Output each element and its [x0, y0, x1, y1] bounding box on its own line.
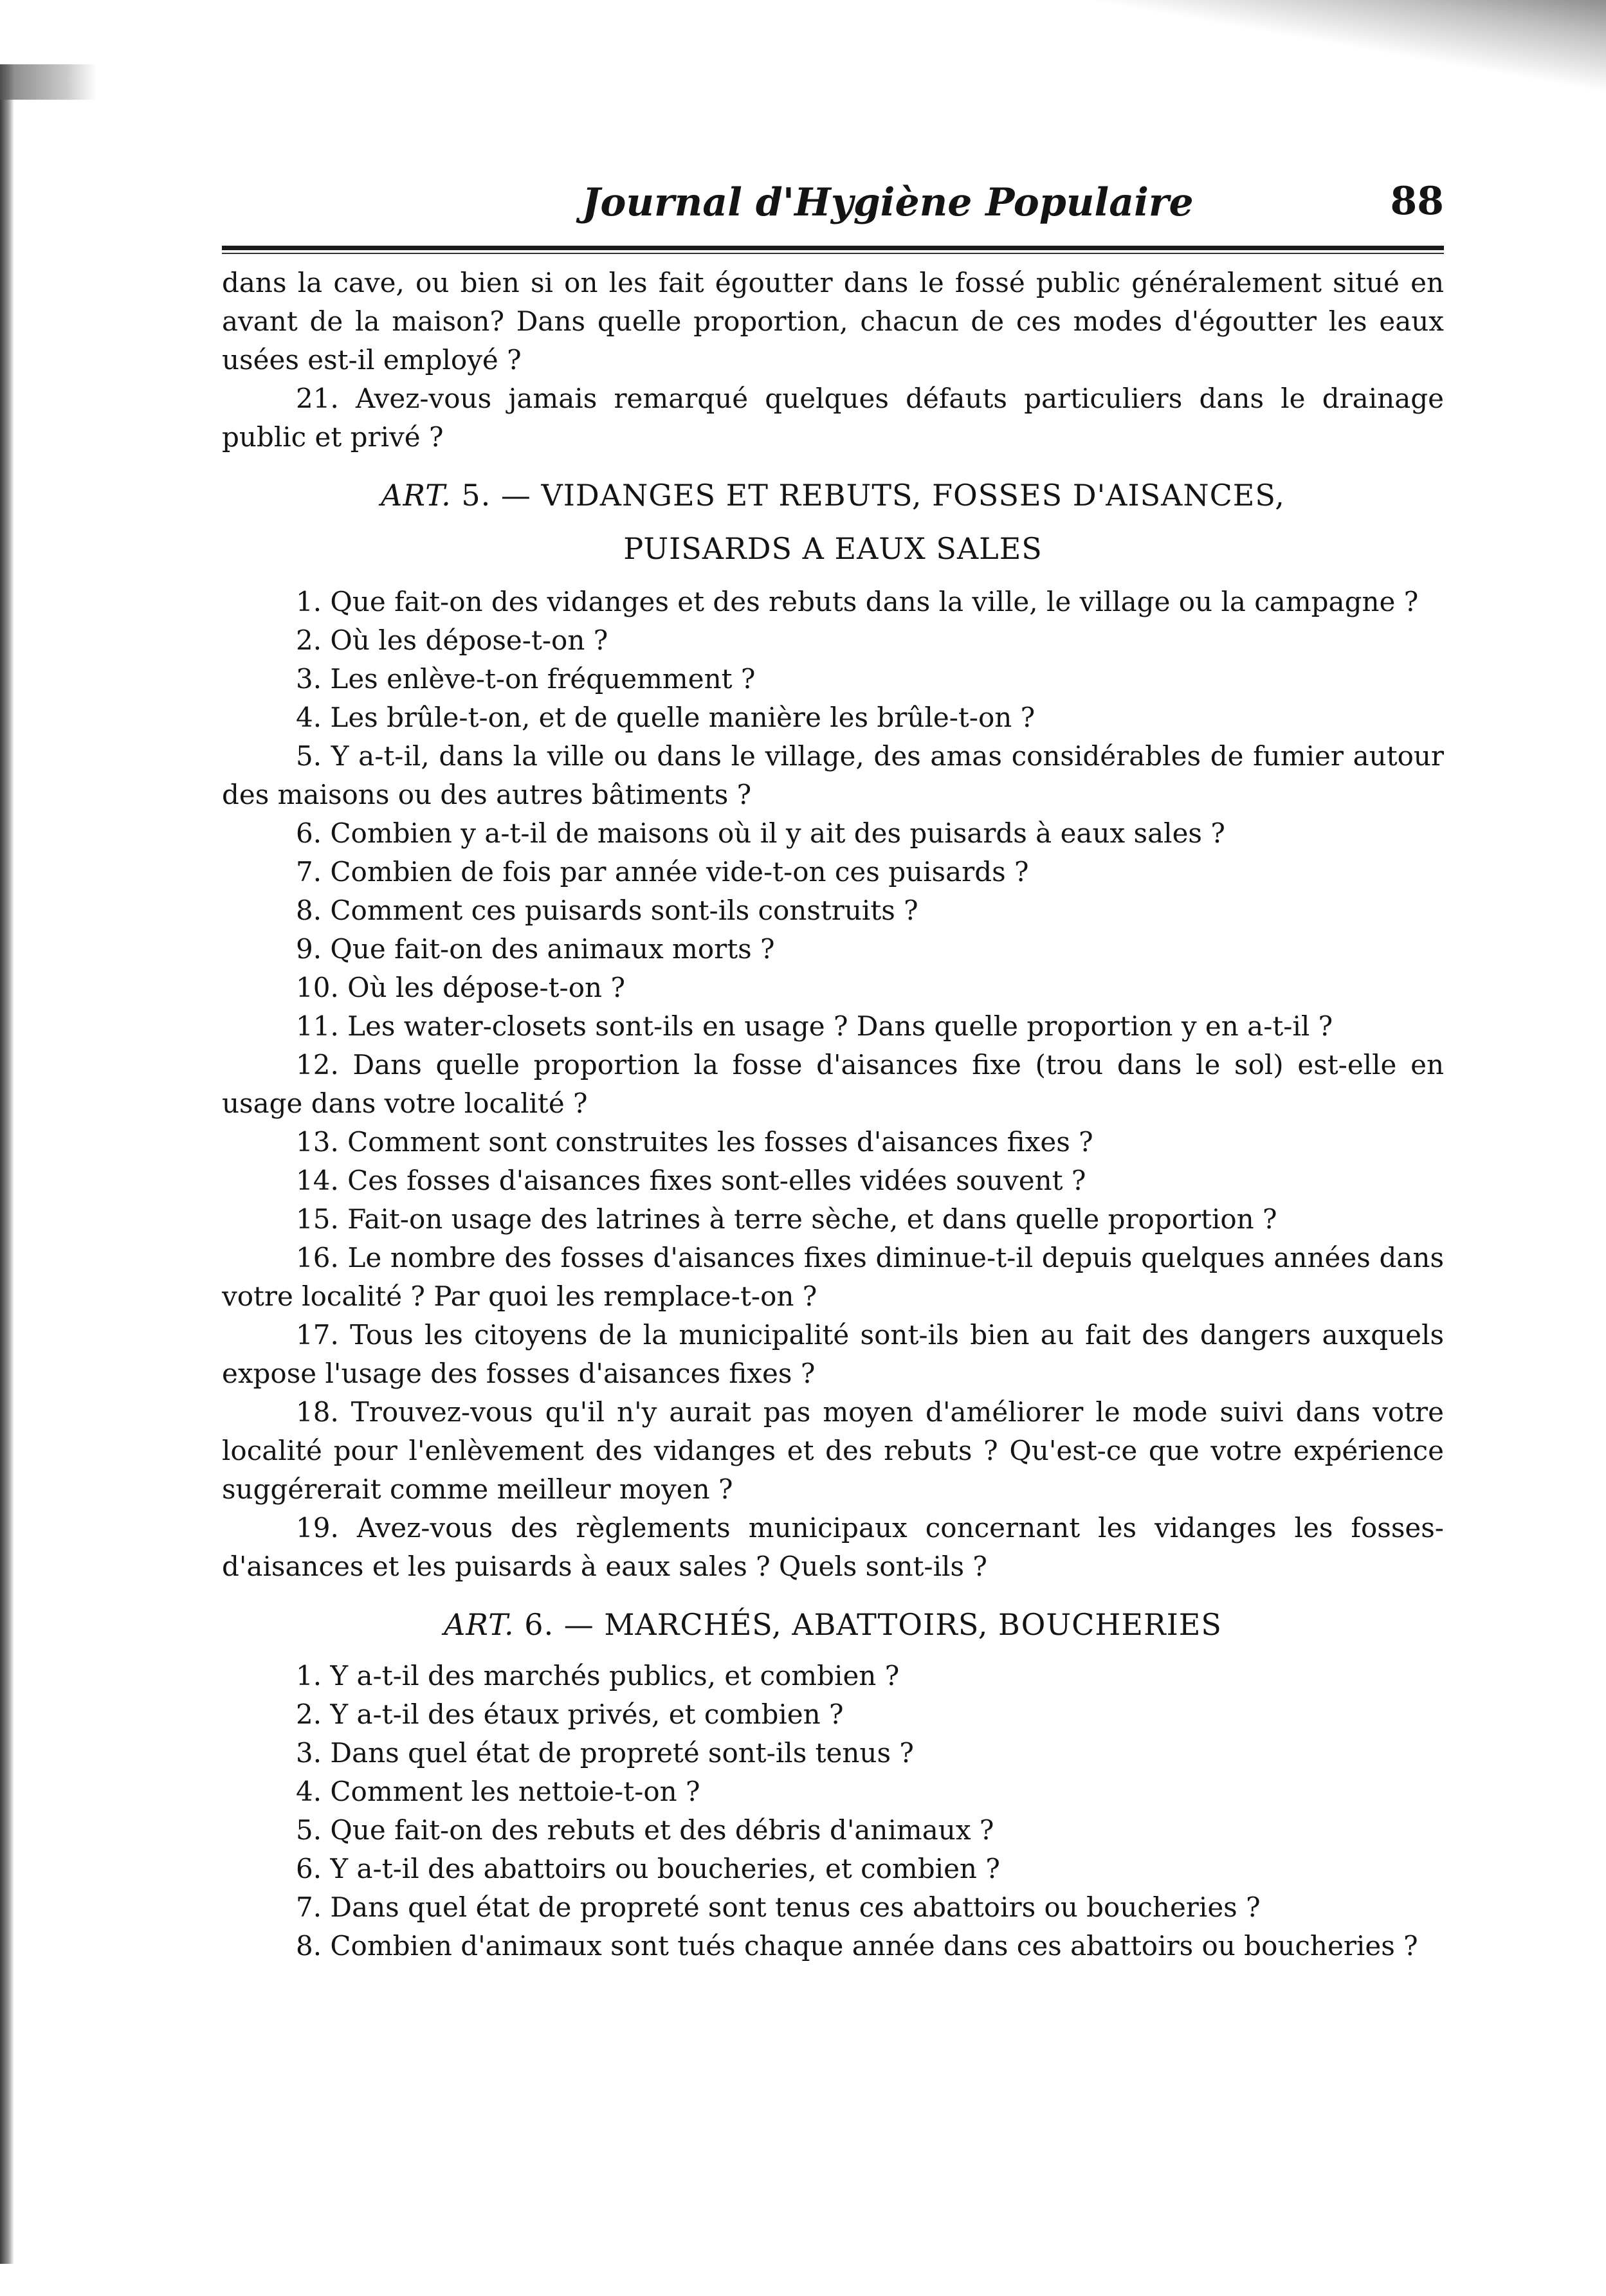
page-header — [222, 161, 1444, 225]
list-item: 7. Combien de fois par année vide-t-on ces puisards ? — [296, 856, 1029, 888]
section-title: 5. — VIDANGES ET REBUTS, FOSSES D'AISANCES, — [461, 478, 1285, 513]
list-item: 4. Les brûle-t-on, et de quelle manière les brûle-t-on ? — [296, 702, 1036, 733]
scan-edge-left — [0, 64, 14, 2264]
list-item: 19. Avez-vous des règlements municipaux concernant les vidanges les fosses-d'aisances et les puisards à eaux sales ? Quels sont-ils ? — [222, 1512, 1444, 1582]
section-title: 6. — MARCHÉS, ABATTOIRS, BOUCHERIES — [524, 1607, 1222, 1642]
list-item: 5. Y a-t-il, dans la ville ou dans le village, des amas considérables de fumier autour des maisons ou des autres bâtiments ? — [222, 740, 1444, 810]
section-heading-6 — [222, 1605, 1444, 1644]
section-art-label: ART. — [444, 1607, 515, 1642]
section-subtitle: PUISARDS A EAUX SALES — [623, 531, 1043, 566]
list-item: 3. Dans quel état de propreté sont-ils tenus ? — [296, 1737, 914, 1769]
running-title: Journal d'Hygiène Populaire — [582, 180, 1194, 225]
scan-corner-artifact — [1027, 0, 1606, 103]
list-item: 3. Les enlève-t-on fréquemment ? — [296, 663, 756, 695]
page-body — [222, 264, 1444, 1965]
list-item: 2. Où les dépose-t-on ? — [296, 624, 608, 656]
list-item: 12. Dans quelle proportion la fosse d'aisances fixe (trou dans le sol) est-elle en usage dans votre localité ? — [222, 1049, 1444, 1119]
list-item: 10. Où les dépose-t-on ? — [296, 972, 625, 1003]
header-rule-thin — [222, 253, 1444, 254]
section-heading-5 — [222, 476, 1444, 515]
list-item: 7. Dans quel état de propreté sont tenus ces abattoirs ou boucheries ? — [296, 1891, 1261, 1923]
list-item: 5. Que fait-on des rebuts et des débris d'animaux ? — [296, 1814, 994, 1846]
page-number: 88 — [1390, 179, 1444, 224]
list-item: 6. Y a-t-il des abattoirs ou boucheries, et combien ? — [296, 1853, 1000, 1884]
paragraph: 21. Avez-vous jamais remarqué quelques défauts particuliers dans le drainage public et privé ? — [222, 383, 1444, 453]
list-item: 16. Le nombre des fosses d'aisances fixes diminue-t-il depuis quelques années dans votre localité ? Par quoi les remplace-t-on ? — [222, 1242, 1444, 1312]
list-item: 11. Les water-closets sont-ils en usage ? Dans quelle proportion y en a-t-il ? — [296, 1010, 1333, 1042]
list-item: 13. Comment sont construites les fosses d'aisances fixes ? — [296, 1126, 1093, 1158]
list-item: 9. Que fait-on des animaux morts ? — [296, 933, 775, 965]
header-rule — [222, 246, 1444, 250]
list-item: 6. Combien y a-t-il de maisons où il y ait des puisards à eaux sales ? — [296, 817, 1225, 849]
list-item: 1. Que fait-on des vidanges et des rebuts dans la ville, le village ou la campagne ? — [296, 586, 1419, 617]
list-item: 2. Y a-t-il des étaux privés, et combien ? — [296, 1699, 844, 1730]
scan-edge-artifact — [0, 64, 96, 100]
paragraph: dans la cave, ou bien si on les fait égoutter dans le fossé public généralement situé en avant de la maison? Dans quelle proportion, chacun de ces modes d'égoutter les eaux usées est-il employé ? — [222, 267, 1444, 376]
list-item: 8. Combien d'animaux sont tués chaque année dans ces abattoirs ou boucheries ? — [296, 1930, 1418, 1962]
list-item: 4. Comment les nettoie-t-on ? — [296, 1776, 700, 1807]
list-item: 8. Comment ces puisards sont-ils construits ? — [296, 895, 918, 926]
list-item: 17. Tous les citoyens de la municipalité sont-ils bien au fait des dangers auxquels expose l'usage des fosses d'aisances fixes ? — [222, 1319, 1444, 1389]
list-item: 18. Trouvez-vous qu'il n'y aurait pas moyen d'améliorer le mode suivi dans votre localité pour l'enlèvement des vidanges et des rebuts ? Qu'est-ce que votre expérience suggérerait comme meilleur moyen ? — [222, 1396, 1444, 1505]
list-item: 15. Fait-on usage des latrines à terre sèche, et dans quelle proportion ? — [296, 1203, 1277, 1235]
list-item: 1. Y a-t-il des marchés publics, et combien ? — [296, 1660, 900, 1691]
section-art-label: ART. — [381, 478, 452, 513]
list-item: 14. Ces fosses d'aisances fixes sont-elles vidées souvent ? — [296, 1165, 1086, 1196]
